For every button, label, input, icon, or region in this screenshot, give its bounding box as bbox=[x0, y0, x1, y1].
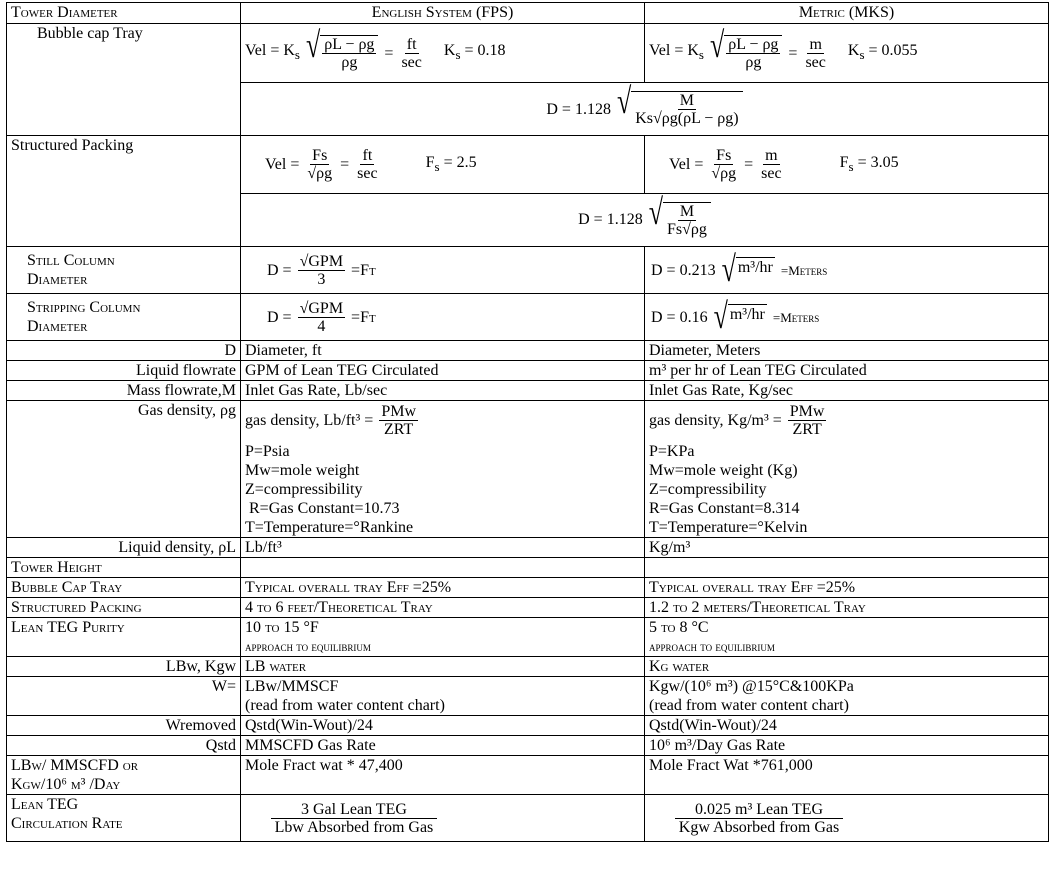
bubble-cap-velocity-row bbox=[7, 24, 1049, 83]
stripping-column-row bbox=[7, 294, 1049, 341]
lbw-label: LBw, Kgw bbox=[7, 657, 241, 677]
w-eng: LBw/MMSCF (read from water content chart) bbox=[241, 677, 645, 716]
still-eng-formula: D = $\frac{\text{√GPM}}{3}$ =Ft bbox=[241, 247, 645, 294]
structured-packing-eng: 4 to 6 feet/Theoretical Tray bbox=[241, 598, 645, 618]
bubble-cap-diameter-formula: D = 1.128 √ $\frac{M}{Ks√\rho g(\rho L - \rho g)}$ bbox=[241, 83, 1049, 136]
bubble-cap-tray-label: Bubble Cap Tray bbox=[7, 578, 241, 598]
lbw-mmscfd-row bbox=[7, 756, 1049, 795]
tower-height-row bbox=[7, 558, 1049, 578]
qstd-label: Qstd bbox=[7, 736, 241, 756]
still-met-formula: D = 0.213 √ m³/hr =Meters bbox=[645, 247, 1049, 294]
bubble-cap-tray-eng: Typical overall tray Eff =25% bbox=[241, 578, 645, 598]
header-english-system: English System (FPS) bbox=[241, 3, 645, 24]
structured-packing-row bbox=[7, 598, 1049, 618]
gas-density-met: gas density, Kg/m³ = $\frac{\text{PMw}}{\text{ZRT}}$ P=KPa Mw=mole weight (Kg) Z=compressibility R=Gas Constant=8.314 T=Temperature=°Kelvin bbox=[645, 401, 1049, 538]
w-met: Kgw/(10⁶ m³) @15°C&100KPa (read from water content chart) bbox=[645, 677, 1049, 716]
lean-teg-purity-eng: 10 to 15 °F approach to equilibrium bbox=[241, 618, 645, 657]
bubble-cap-eng-formula: Vel = $K_s$ √ $\frac{\rho L - \rho g}{\rho g}$ = $\frac{ft}{\sec}$ $K_s = 0.18$ bbox=[241, 24, 645, 83]
structured-velocity-row bbox=[7, 136, 1049, 194]
tower-height-eng bbox=[241, 558, 645, 578]
wremoved-label: Wremoved bbox=[7, 716, 241, 736]
qstd-met: 10⁶ m³/Day Gas Rate bbox=[645, 736, 1049, 756]
liquid-flowrate-label: Liquid flowrate bbox=[7, 361, 241, 381]
wremoved-row bbox=[7, 716, 1049, 736]
liquid-density-label: Liquid density, ρL bbox=[7, 538, 241, 558]
mass-flowrate-label: Mass flowrate,M bbox=[7, 381, 241, 401]
lbw-eng: LB water bbox=[241, 657, 645, 677]
bubble-cap-tray-met: Typical overall tray Eff =25% bbox=[645, 578, 1049, 598]
lbw-mmscfd-eng: Mole Fract wat * 47,400 bbox=[241, 756, 645, 795]
still-column-label: Still Column Diameter bbox=[7, 247, 241, 294]
wremoved-eng: Qstd(Win-Wout)/24 bbox=[241, 716, 645, 736]
structured-met-formula: Vel = $\frac{Fs}{√\rho g}$ = $\frac{m}{\sec}$ $F_s = 3.05$ bbox=[645, 136, 1049, 194]
circulation-rate-met: $\frac{\text{0.025 m³ Lean TEG}}{\text{Kgw Absorbed from Gas}}$ bbox=[645, 795, 1049, 842]
qstd-eng: MMSCFD Gas Rate bbox=[241, 736, 645, 756]
header-metric: Metric (MKS) bbox=[645, 3, 1049, 24]
circulation-rate-eng: $\frac{\text{3 Gal Lean TEG}}{\text{Lbw Absorbed from Gas}}$ bbox=[241, 795, 645, 842]
liquid-density-met: Kg/m³ bbox=[645, 538, 1049, 558]
diameter-met: Diameter, Meters bbox=[645, 341, 1049, 361]
stripping-column-label: Stripping Column Diameter bbox=[7, 294, 241, 341]
tower-height-met bbox=[645, 558, 1049, 578]
mass-flowrate-eng: Inlet Gas Rate, Lb/sec bbox=[241, 381, 645, 401]
lbw-row bbox=[7, 657, 1049, 677]
lbw-mmscfd-met: Mole Fract Wat *761,000 bbox=[645, 756, 1049, 795]
mass-flowrate-row bbox=[7, 381, 1049, 401]
still-column-row bbox=[7, 247, 1049, 294]
structured-label: Structured Packing bbox=[7, 136, 241, 247]
header-tower-diameter: Tower Diameter bbox=[7, 3, 241, 24]
liquid-density-eng: Lb/ft³ bbox=[241, 538, 645, 558]
lean-teg-purity-label: Lean TEG Purity bbox=[7, 618, 241, 657]
diameter-label: D bbox=[7, 341, 241, 361]
lbw-mmscfd-label: LBw/ MMSCFD or Kgw/10⁶ m³ /Day bbox=[7, 756, 241, 795]
structured-packing-met: 1.2 to 2 meters/Theoretical Tray bbox=[645, 598, 1049, 618]
mass-flowrate-met: Inlet Gas Rate, Kg/sec bbox=[645, 381, 1049, 401]
circulation-rate-row bbox=[7, 795, 1049, 842]
w-row bbox=[7, 677, 1049, 716]
stripping-eng-formula: D = $\frac{\text{√GPM}}{4}$ =Ft bbox=[241, 294, 645, 341]
lean-teg-purity-met: 5 to 8 °C approach to equilibrium bbox=[645, 618, 1049, 657]
tower-diameter-table bbox=[6, 2, 1049, 842]
structured-diameter-formula: D = 1.128 √ $\frac{M}{Fs√\rho g}$ bbox=[241, 193, 1049, 246]
qstd-row bbox=[7, 736, 1049, 756]
circulation-rate-label: Lean TEG Circulation Rate bbox=[7, 795, 241, 842]
bubble-cap-tray-row bbox=[7, 578, 1049, 598]
tower-height-label: Tower Height bbox=[7, 558, 241, 578]
w-label: W= bbox=[7, 677, 241, 716]
gas-density-eng: gas density, Lb/ft³ = $\frac{\text{PMw}}{\text{ZRT}}$ P=Psia Mw=mole weight Z=compressibility R=Gas Constant=10.73 T=Temperature=°Rankine bbox=[241, 401, 645, 538]
bubble-cap-label: Bubble cap Tray bbox=[7, 24, 241, 136]
structured-packing-label: Structured Packing bbox=[7, 598, 241, 618]
liquid-flowrate-row bbox=[7, 361, 1049, 381]
header-row bbox=[7, 3, 1049, 24]
diameter-eng: Diameter, ft bbox=[241, 341, 645, 361]
gas-density-label: Gas density, ρg bbox=[7, 401, 241, 538]
liquid-flowrate-met: m³ per hr of Lean TEG Circulated bbox=[645, 361, 1049, 381]
liquid-density-row bbox=[7, 538, 1049, 558]
bubble-cap-met-formula: Vel = $K_s$ √ $\frac{\rho L - \rho g}{\rho g}$ = $\frac{m}{\sec}$ $K_s = 0.055$ bbox=[645, 24, 1049, 83]
gas-density-row bbox=[7, 401, 1049, 538]
lbw-met: Kg water bbox=[645, 657, 1049, 677]
stripping-met-formula: D = 0.16 √ m³/hr =Meters bbox=[645, 294, 1049, 341]
liquid-flowrate-eng: GPM of Lean TEG Circulated bbox=[241, 361, 645, 381]
diameter-row bbox=[7, 341, 1049, 361]
structured-eng-formula: Vel = $\frac{Fs}{√\rho g}$ = $\frac{ft}{\sec}$ $F_s = 2.5$ bbox=[241, 136, 645, 194]
wremoved-met: Qstd(Win-Wout)/24 bbox=[645, 716, 1049, 736]
lean-teg-purity-row bbox=[7, 618, 1049, 657]
